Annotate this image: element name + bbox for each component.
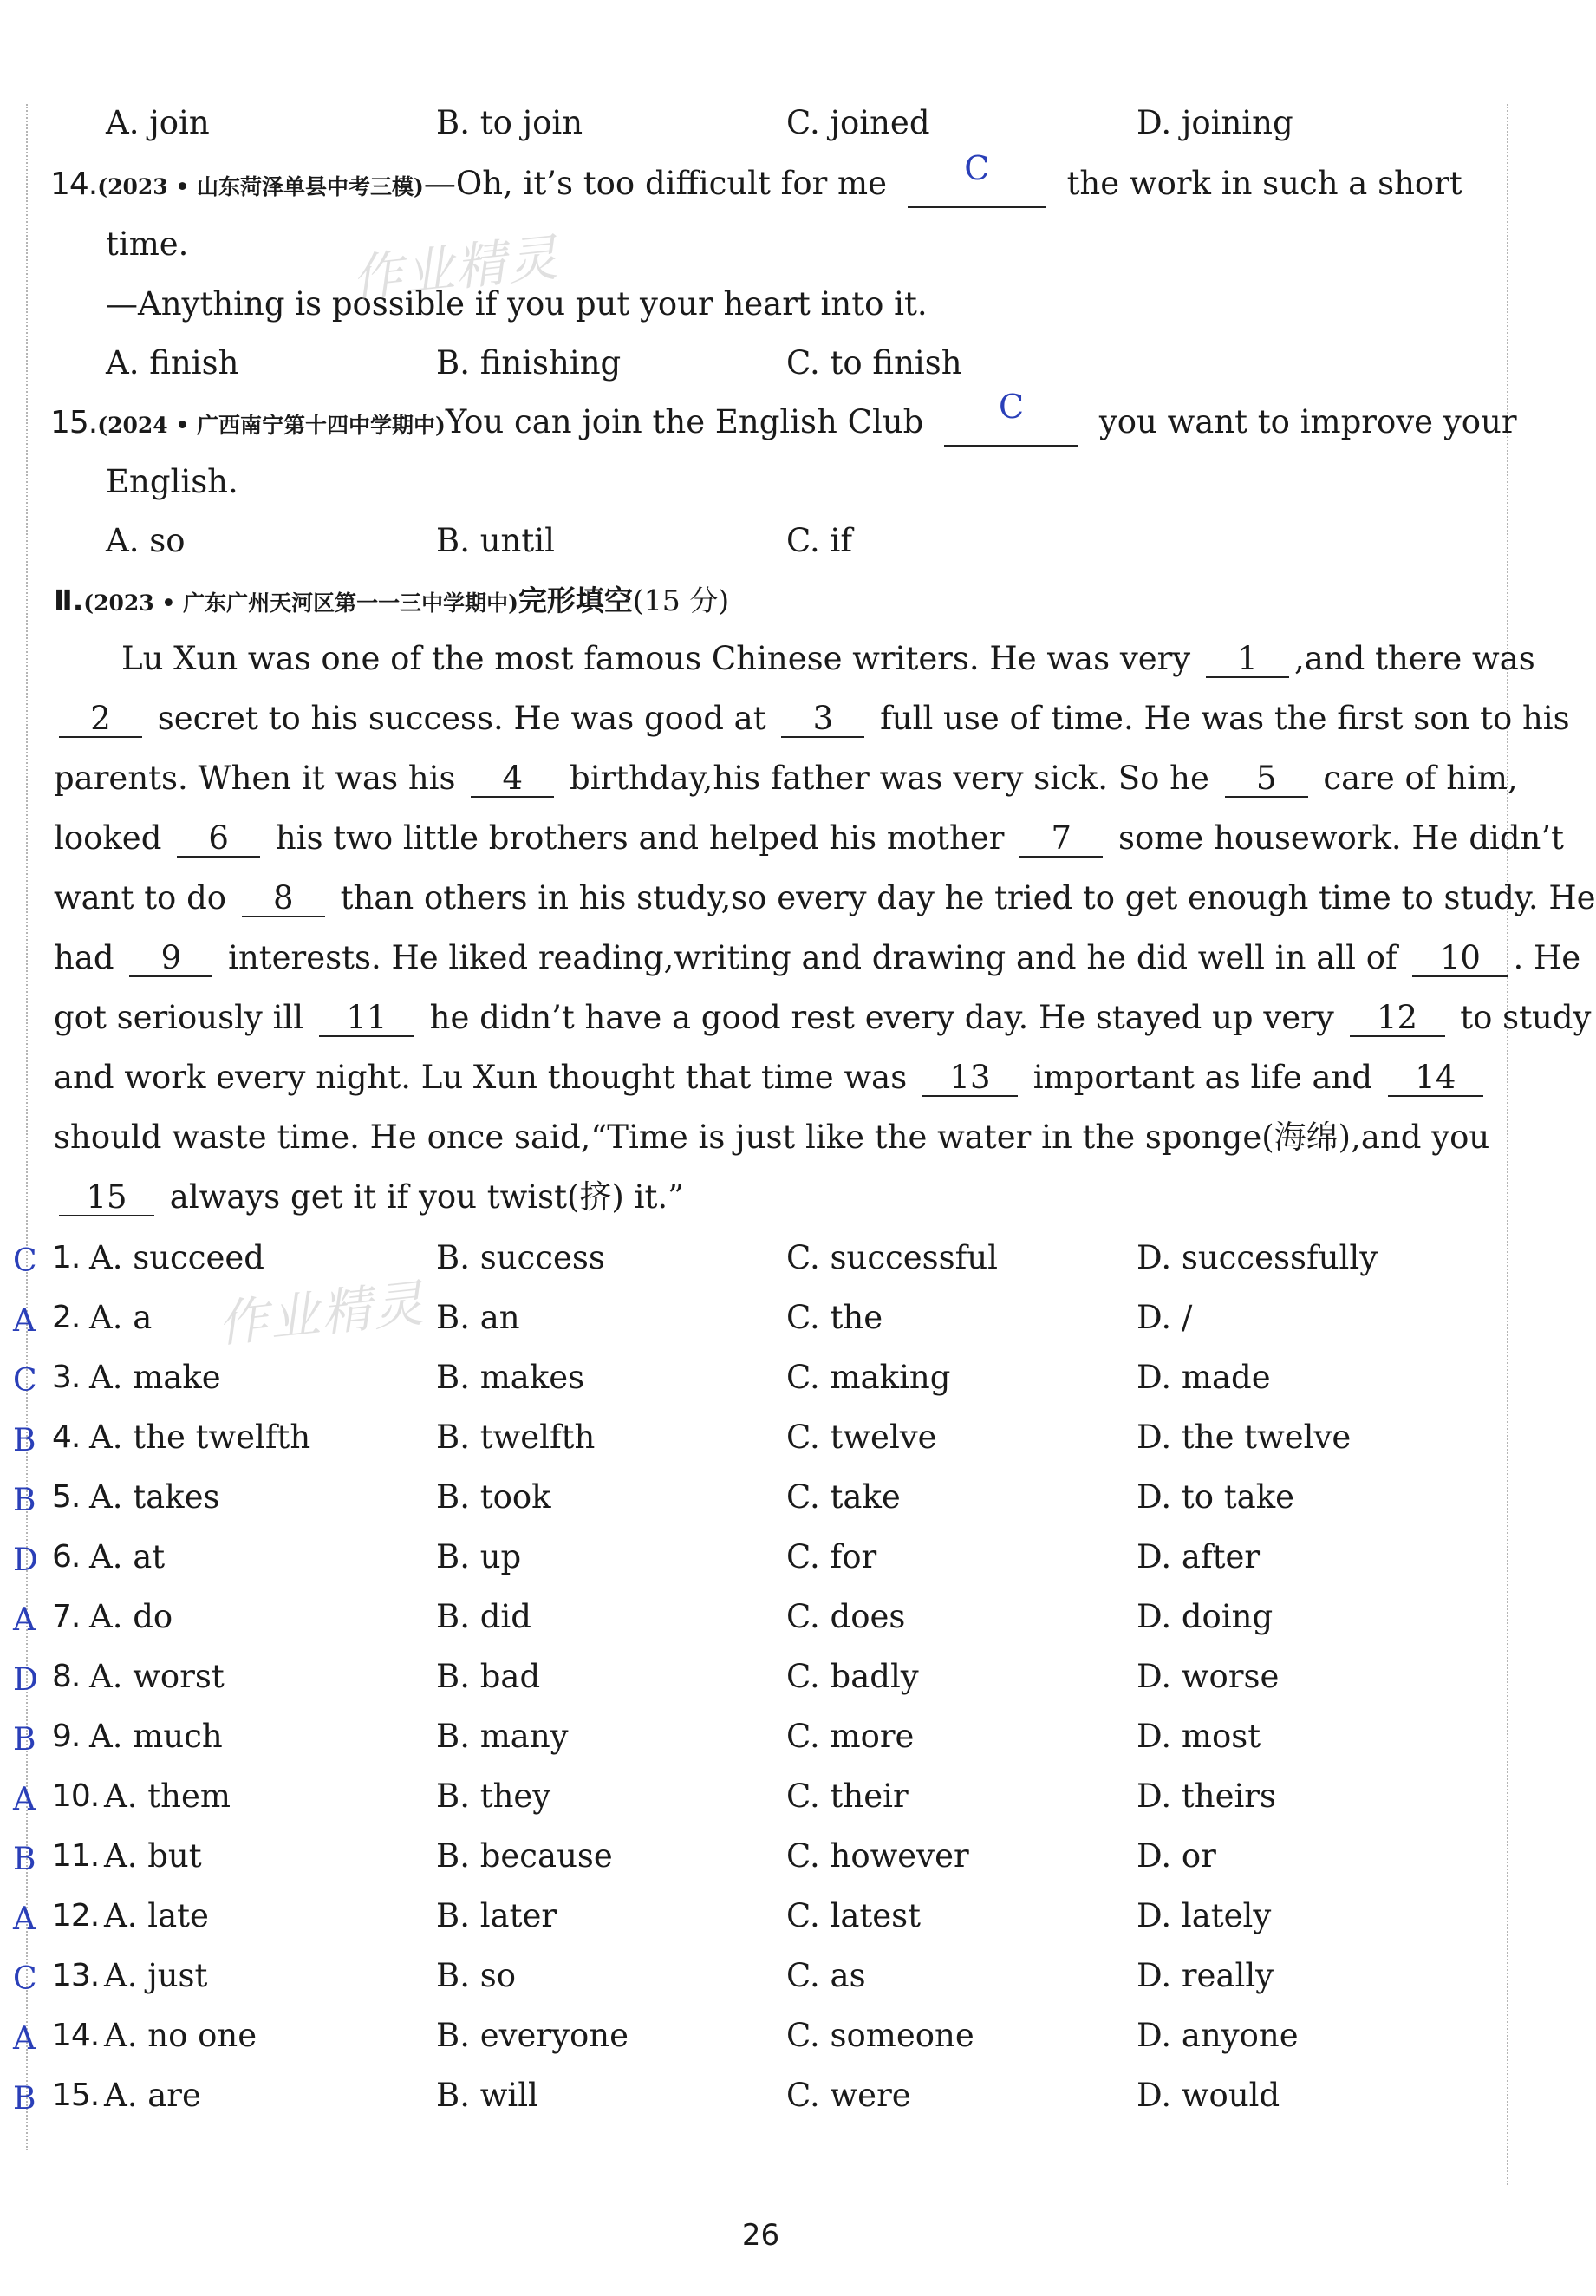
cloze-blank: 2 [59, 701, 142, 738]
option-b: B. because [436, 1837, 613, 1875]
option-b: B. an [436, 1299, 520, 1336]
question-number: 14. [52, 2018, 100, 2053]
option-b: B. finishing [436, 344, 622, 382]
cloze-blank: 13 [922, 1060, 1018, 1097]
question-number: 14. [50, 166, 98, 202]
answer-blank [908, 149, 1046, 208]
option-c: C. to finish [786, 344, 962, 382]
handwritten-answer-mark: A [13, 1303, 36, 1339]
option-a: A. no one [104, 2017, 257, 2054]
option-d: D. made [1137, 1359, 1271, 1396]
option-b: B. up [436, 1538, 522, 1575]
option-c: C. for [786, 1538, 877, 1575]
option-a: A. make [89, 1359, 221, 1396]
option-a: A. worst [89, 1658, 225, 1695]
question-number: 6. [52, 1539, 81, 1575]
option-c: C. as [786, 1957, 866, 1994]
option-d: D. after [1137, 1538, 1261, 1575]
section-heading [54, 577, 729, 626]
cloze-blank: 4 [471, 761, 554, 798]
option-c: C. does [786, 1598, 906, 1635]
passage-line: parents. When it was his 4 birthday,his father was very sick. So he 5 care of him, [54, 760, 1518, 797]
option-d: D. successfully [1137, 1239, 1378, 1276]
question-number: 4. [52, 1419, 81, 1455]
passage-line: got seriously ill 11 he didn’t have a good rest every day. He stayed up very 12 to study [54, 999, 1592, 1036]
option-a: A. a [89, 1299, 153, 1336]
option-b: B. did [436, 1598, 531, 1635]
option-d: D. really [1137, 1957, 1274, 1994]
option-a: A. so [106, 522, 186, 559]
option-a: A. at [89, 1538, 166, 1575]
handwritten-answer-mark: B [13, 1483, 36, 1518]
question-number: 3. [52, 1360, 81, 1395]
option-d: D. to take [1137, 1478, 1295, 1516]
q14-stem-wrap: time. [106, 225, 189, 263]
option-d: D. anyone [1137, 2017, 1299, 2054]
option-c: C. take [786, 1478, 901, 1516]
option-c: C. their [786, 1777, 909, 1815]
question-number: 9. [52, 1719, 81, 1754]
option-a: A. but [104, 1837, 202, 1875]
cloze-blank: 12 [1350, 1001, 1445, 1037]
option-a: A. do [89, 1598, 173, 1635]
option-b: B. will [436, 2077, 538, 2114]
cloze-blank: 1 [1206, 642, 1289, 678]
option-a: A. succeed [89, 1239, 264, 1276]
handwritten-answer-mark: C [13, 1961, 37, 1997]
q15-text-after: you want to improve your [1098, 403, 1517, 440]
option-d: D. the twelve [1137, 1419, 1352, 1456]
passage-line: and work every night. Lu Xun thought that time was 13 important as life and 14 [54, 1055, 1489, 1100]
q14-stem [50, 149, 1462, 210]
option-c: C. joined [786, 104, 930, 141]
passage-line: 2 secret to his success. He was good at 3 full use of time. He was the first son to his [54, 696, 1570, 741]
option-c: C. if [786, 522, 853, 559]
question-number: 1. [52, 1240, 81, 1275]
cloze-blank: 11 [319, 1001, 414, 1037]
section-title: 完形填空 [518, 584, 633, 617]
option-a: A. takes [89, 1478, 220, 1516]
q15-text-before: You can join the English Club [445, 403, 924, 440]
q15-stem-wrap: English. [106, 463, 238, 500]
handwritten-answer-mark: A [13, 1782, 36, 1817]
cloze-blank: 14 [1388, 1060, 1483, 1097]
handwritten-answer-mark: A [13, 1901, 36, 1937]
option-a: A. join [106, 104, 210, 141]
option-b: B. they [436, 1777, 551, 1815]
question-number: 13. [52, 1958, 100, 1993]
option-c: C. however [786, 1837, 969, 1875]
option-d: D. most [1137, 1718, 1261, 1755]
question-source: (2023 • 山东菏泽单县中考三模) [97, 174, 424, 199]
option-a: A. late [104, 1897, 209, 1934]
option-b: B. to join [436, 104, 583, 141]
q15-stem [50, 388, 1517, 448]
q14-reply: —Anything is possible if you put your heart into it. [106, 285, 928, 323]
handwritten-answer-mark: D [13, 1543, 38, 1578]
option-d: D. doing [1137, 1598, 1274, 1635]
q14-text-after: the work in such a short [1066, 165, 1462, 202]
watermark-logo: 作业精灵 [349, 227, 563, 309]
question-number: 5. [52, 1479, 81, 1515]
option-c: C. were [786, 2077, 911, 2114]
option-a: A. them [104, 1777, 231, 1815]
option-a: A. much [89, 1718, 223, 1755]
handwritten-answer: C [964, 149, 990, 187]
passage-line: should waste time. He once said,“Time is just like the water in the sponge(海绵),and you [54, 1119, 1490, 1156]
option-c: C. more [786, 1718, 915, 1755]
passage-line: Lu Xun was one of the most famous Chinese writers. He was very 1 ,and there was [121, 640, 1535, 677]
handwritten-answer-mark: B [13, 1722, 36, 1758]
option-b: B. makes [436, 1359, 585, 1396]
question-number: 15. [52, 2077, 100, 2113]
cloze-blank: 8 [242, 881, 325, 917]
option-b: B. so [436, 1957, 516, 1994]
question-number: 11. [52, 1838, 100, 1874]
handwritten-answer-mark: C [13, 1363, 37, 1399]
option-d: D. worse [1137, 1658, 1280, 1695]
question-number: 15. [50, 405, 98, 440]
cloze-blank: 3 [781, 701, 864, 738]
cloze-blank: 15 [59, 1180, 154, 1216]
watermark-logo: 作业精灵 [214, 1273, 428, 1354]
question-number: 7. [52, 1599, 81, 1634]
handwritten-answer-mark: A [13, 2021, 36, 2057]
question-number: 12. [52, 1898, 100, 1934]
passage-line: want to do 8 than others in his study,so every day he tried to get enough time to study. He [54, 879, 1596, 916]
option-d: D. or [1137, 1837, 1216, 1875]
option-a: A. finish [106, 344, 239, 382]
option-b: B. everyone [436, 2017, 629, 2054]
option-c: C. badly [786, 1658, 919, 1695]
option-c: C. making [786, 1359, 951, 1396]
option-b: B. success [436, 1239, 605, 1276]
q14-text-before: —Oh, it’s too difficult for me [423, 165, 888, 202]
handwritten-answer-mark: B [13, 1423, 36, 1458]
handwritten-answer-mark: D [13, 1662, 38, 1698]
option-b: B. later [436, 1897, 557, 1934]
section-points: (15 分) [632, 584, 730, 617]
option-a: A. just [104, 1957, 208, 1994]
option-b: B. took [436, 1478, 551, 1516]
option-c: C. the [786, 1299, 883, 1336]
option-d: D. / [1137, 1299, 1193, 1336]
option-d: D. joining [1137, 104, 1293, 141]
option-b: B. many [436, 1718, 569, 1755]
cloze-blank: 9 [129, 941, 212, 977]
option-b: B. twelfth [436, 1419, 596, 1456]
option-d: D. would [1137, 2077, 1280, 2114]
section-roman: Ⅱ. [54, 584, 84, 617]
handwritten-answer-mark: A [13, 1602, 36, 1638]
option-c: C. someone [786, 2017, 974, 2054]
section-source: (2023 • 广东广州天河区第一一三中学期中) [83, 590, 518, 616]
passage-line: had 9 interests. He liked reading,writing and drawing and he did well in all of 10 . He [54, 939, 1581, 976]
question-number: 10. [52, 1778, 100, 1814]
passage-line: looked 6 his two little brothers and helped his mother 7 some housework. He didn’t [54, 819, 1564, 857]
option-c: C. twelve [786, 1419, 937, 1456]
option-b: B. until [436, 522, 555, 559]
page-number: 26 [741, 2218, 780, 2253]
option-a: A. the twelfth [89, 1419, 311, 1456]
passage-line: 15 always get it if you twist(挤) it.” [54, 1175, 684, 1220]
answer-blank [944, 388, 1078, 447]
option-a: A. are [104, 2077, 201, 2114]
cloze-blank: 7 [1019, 821, 1103, 858]
option-c: C. latest [786, 1897, 922, 1934]
question-number: 8. [52, 1659, 81, 1694]
handwritten-answer-mark: C [13, 1243, 37, 1279]
handwritten-answer: C [999, 388, 1025, 426]
cloze-blank: 5 [1225, 761, 1308, 798]
option-d: D. lately [1137, 1897, 1272, 1934]
option-d: D. theirs [1137, 1777, 1276, 1815]
cloze-blank: 10 [1412, 941, 1508, 977]
handwritten-answer-mark: B [13, 2081, 36, 2117]
option-c: C. successful [786, 1239, 999, 1276]
question-number: 2. [52, 1300, 81, 1335]
cloze-blank: 6 [177, 821, 260, 858]
option-b: B. bad [436, 1658, 541, 1695]
handwritten-answer-mark: B [13, 1842, 36, 1877]
question-source: (2024 • 广西南宁第十四中学期中) [97, 413, 446, 438]
